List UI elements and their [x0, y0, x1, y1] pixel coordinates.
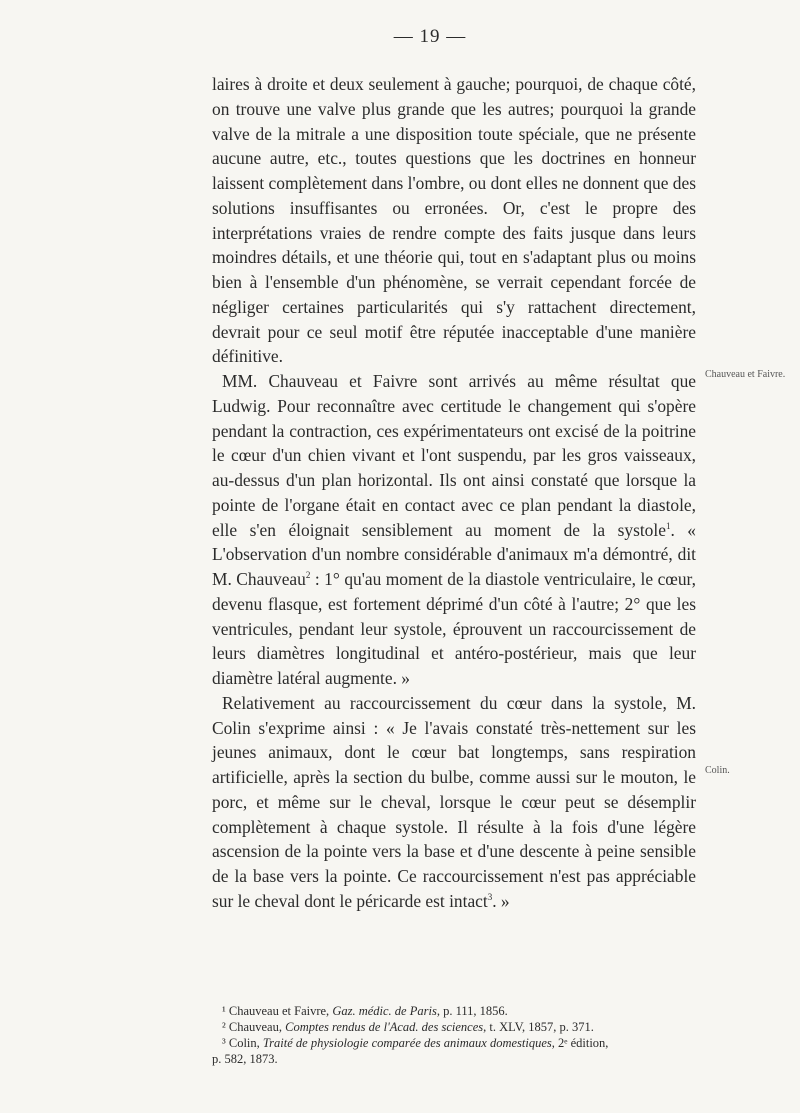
paragraph-2: [212, 369, 696, 691]
paragraph-1: laires à droite et deux seulement à gauche; pourquoi, de chaque côté, on trouve une valve plus grande que les autres; pourquoi la grande valve de la mitrale a une disposition toute spéciale, que ne présente aucune autre, etc., toutes questions que les doctrines en honneur laissent complètement dans l'ombre, ou dont elles ne donnent que des solutions insuffisantes ou erronées. Or, c'est le propre des interprétations vraies de rendre compte des faits jusque dans leurs moindres détails, et une théorie qui, tout en s'adaptant plus ou moins bien à l'ensemble d'un phénomène, se verrait cependant forcée de négliger certaines particularités qui s'y rattachent directement, devrait pour ce seul motif être réputée inacceptable d'une manière définitive.: [212, 74, 696, 367]
paragraph-2-part-a: MM. Chauveau et Faivre sont arrivés au même résultat que Ludwig. Pour reconnaître avec certitude le changement qui s'opère pendant la contraction, ces expérimentateurs ont excisé de la poitrine le cœur d'un chien vivant et l'ont suspendu, par les gros vaisseaux, au-dessus d'un plan horizontal. Ils ont ainsi constaté que lorsque la pointe de l'organe était en contact avec ce plan pendant la diastole, elle s'en éloignait sensiblement au moment de la systole: [212, 371, 696, 540]
footnote-1: ¹ Chauveau et Faivre, Gaz. médic. de Paris, p. 111, 1856.: [222, 1004, 508, 1018]
paragraph-3-part-a: Relativement au raccourcissement du cœur dans la systole, M. Colin s'exprime ainsi : « Je l'avais constaté très-nettement sur les jeunes animaux, dont le cœur bat longtemps, sans respiration artificielle, après la section du bulbe, comme aussi sur le mouton, le porc, et même sur le cheval, lorsque le cœur peut se désemplir complètement à chaque systole. Il résulte à la fois d'une légère ascension de la pointe vers la base et d'une descente à peine sensible de la base vers la pointe. Ce raccourcissement n'est pas appréciable sur le cheval dont le péricarde est intact: [212, 692, 696, 911]
margin-note-colin: Colin.: [705, 765, 730, 776]
footnote-2: ² Chauveau, Comptes rendus de l'Acad. des sciences, t. XLV, 1857, p. 371.: [222, 1020, 594, 1034]
footnotes: [212, 1003, 696, 1067]
paragraph-2-part-b: . « L'observation d'un nombre considérable d'animaux m'a démontré, dit M. Chauveau: [212, 519, 697, 589]
footnote-ref-2: 2: [305, 570, 311, 581]
footnote-ref-3: 3: [487, 891, 493, 902]
footnote-ref-1: 1: [665, 520, 671, 531]
body-text: [212, 72, 696, 914]
footnote-3: ³ Colin, Traité de physiologie comparée des animaux domestiques, 2ᵉ édition,: [222, 1036, 609, 1050]
page-number: — 19 —: [393, 26, 467, 47]
paragraph-2-part-c: : 1° qu'au moment de la diastole ventriculaire, le cœur, devenu flasque, est fortement déprimé d'un côté à l'autre; 2° que les ventricules, pendant leur systole, éprouvent un raccourcissement de leurs diamètres longitudinal et antéro-postérieur, mais que leur diamètre latéral augmente. »: [212, 569, 696, 688]
footnote-3-continuation: p. 582, 1873.: [212, 1052, 278, 1066]
paragraph-3: [212, 691, 696, 914]
paragraph-3-part-b: . »: [492, 890, 510, 911]
margin-note-chauveau-faivre: Chauveau et Faivre.: [705, 369, 786, 380]
